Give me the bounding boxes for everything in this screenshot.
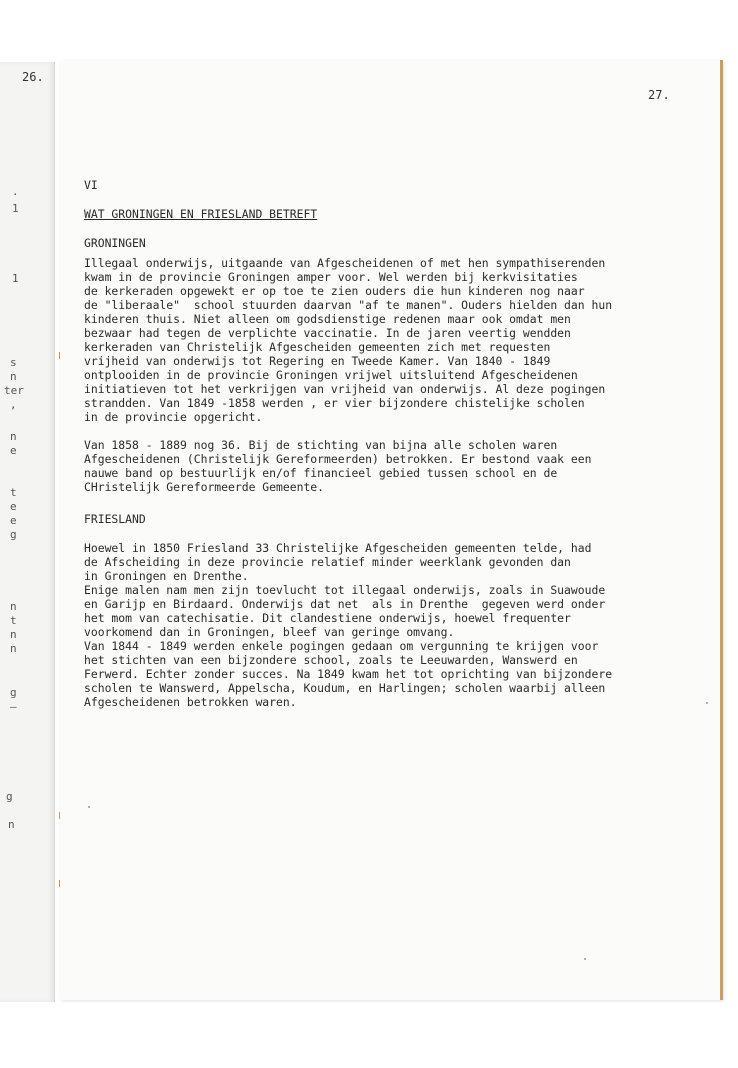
paper-speck [706, 702, 708, 704]
text-line: ontplooiden in de provincie Groningen vrijwel uitsluitend Afgescheidenen [84, 368, 578, 382]
left-margin-fragment: s [10, 356, 17, 369]
paper-speck [584, 958, 586, 960]
text-line: kerkeraden van Christelijk Afgescheiden gemeenten zich met requesten [84, 340, 551, 354]
section-heading-groningen: GRONINGEN [84, 236, 146, 250]
text-line: Van 1844 - 1849 werden enkele pogingen gedaan om vergunning te krijgen voor [84, 639, 599, 653]
left-margin-fragment: g [10, 528, 17, 541]
left-margin-fragment: t [10, 614, 17, 627]
text-line: Afgescheidenen (Christelijk Gereformeerden) betrokken. Er bestond vaak een [84, 452, 592, 466]
text-line: Van 1858 - 1889 nog 36. Bij de stichting van bijna alle scholen waren [84, 438, 558, 452]
left-margin-fragment: e [10, 514, 17, 527]
left-margin-fragment: – [10, 700, 17, 713]
left-page-number: 26. [22, 70, 44, 84]
text-line: kwam in de provincie Groningen amper voor. Wel werden bij kerkvisitaties [84, 270, 578, 284]
left-page-edge [0, 62, 55, 1002]
chapter-number: VI [84, 178, 98, 192]
left-margin-fragment: n [10, 628, 17, 641]
left-margin-fragment: n [10, 642, 17, 655]
text-line: in de provincie opgericht. [84, 410, 263, 424]
text-line: Enige malen nam men zijn toevlucht tot illegaal onderwijs, zoals in Suawoude [84, 583, 606, 597]
section-heading-friesland: FRIESLAND [84, 512, 146, 526]
text-line: Ferwerd. Echter zonder succes. Na 1849 kwam het tot oprichting van bijzondere [84, 667, 613, 681]
left-margin-fragment: 1 [12, 202, 19, 215]
text-line: vrijheid van onderwijs tot Regering en Tweede Kamer. Van 1840 - 1849 [84, 354, 551, 368]
paper-speck [88, 806, 90, 808]
text-line: initiatieven tot het verkrijgen van vrijheid van onderwijs. Al deze pogingen [84, 382, 606, 396]
left-margin-fragment: e [10, 500, 17, 513]
left-margin-fragment: n [10, 430, 17, 443]
text-line: strandden. Van 1849 -1858 werden , er vier bijzondere chistelijke scholen [84, 396, 585, 410]
text-line: in Groningen en Drenthe. [84, 569, 249, 583]
left-margin-fragment: g [10, 686, 17, 699]
text-line: kinderen thuis. Niet alleen om godsdienstige redenen maar ook omdat men [84, 312, 571, 326]
text-line: CHristelijk Gereformeerde Gemeente. [84, 480, 325, 494]
left-margin-fragment: t [10, 486, 17, 499]
left-margin-fragment: 1 [12, 272, 19, 285]
left-margin-fragment: g [6, 790, 13, 803]
text-line: scholen te Wanswerd, Appelscha, Koudum, en Harlingen; scholen waarbij alleen [84, 681, 606, 695]
text-line: Hoewel in 1850 Friesland 33 Christelijke Afgescheiden gemeenten telde, had [84, 541, 592, 555]
text-line: Afgescheidenen betrokken waren. [84, 695, 297, 709]
text-line: en Garijp en Birdaard. Onderwijs dat net als in Drenthe gegeven werd onder [84, 597, 606, 611]
text-line: het mom van catechisatie. Dit clandestiene onderwijs, hoewel frequenter [84, 611, 571, 625]
text-line: de Afscheiding in deze provincie relatief minder weerklank gevonden dan [84, 555, 571, 569]
left-margin-fragment: n [10, 370, 17, 383]
left-margin-fragment: e [10, 444, 17, 457]
text-line: nauwe band op bestuurlijk en/of financieel gebied tussen school en de [84, 466, 558, 480]
text-line: de kerkeraden opgewekt er op toe te zien ouders die hun kinderen nog naar [84, 284, 585, 298]
text-line: bezwaar had tegen de verplichte vaccinatie. In de jaren veertig wendden [84, 326, 571, 340]
text-line: de "liberaale" school stuurden daarvan "af te manen". Ouders hielden dan hun [84, 298, 613, 312]
text-line: voorkomend dan in Groningen, bleef van geringe omvang. [84, 625, 455, 639]
right-page-number: 27. [648, 88, 670, 102]
chapter-title: WAT GRONINGEN EN FRIESLAND BETREFT [84, 207, 318, 221]
left-margin-fragment: , [10, 398, 17, 411]
left-margin-fragment: n [8, 818, 15, 831]
left-margin-fragment: ter [4, 384, 24, 397]
right-page [60, 60, 723, 1000]
text-line: Illegaal onderwijs, uitgaande van Afgescheidenen of met hen sympathiserenden [84, 256, 606, 270]
text-line: het stichten van een bijzondere school, zoals te Leeuwarden, Wanswerd en [84, 653, 578, 667]
left-margin-fragment: · [12, 188, 19, 201]
left-margin-fragment: n [10, 600, 17, 613]
